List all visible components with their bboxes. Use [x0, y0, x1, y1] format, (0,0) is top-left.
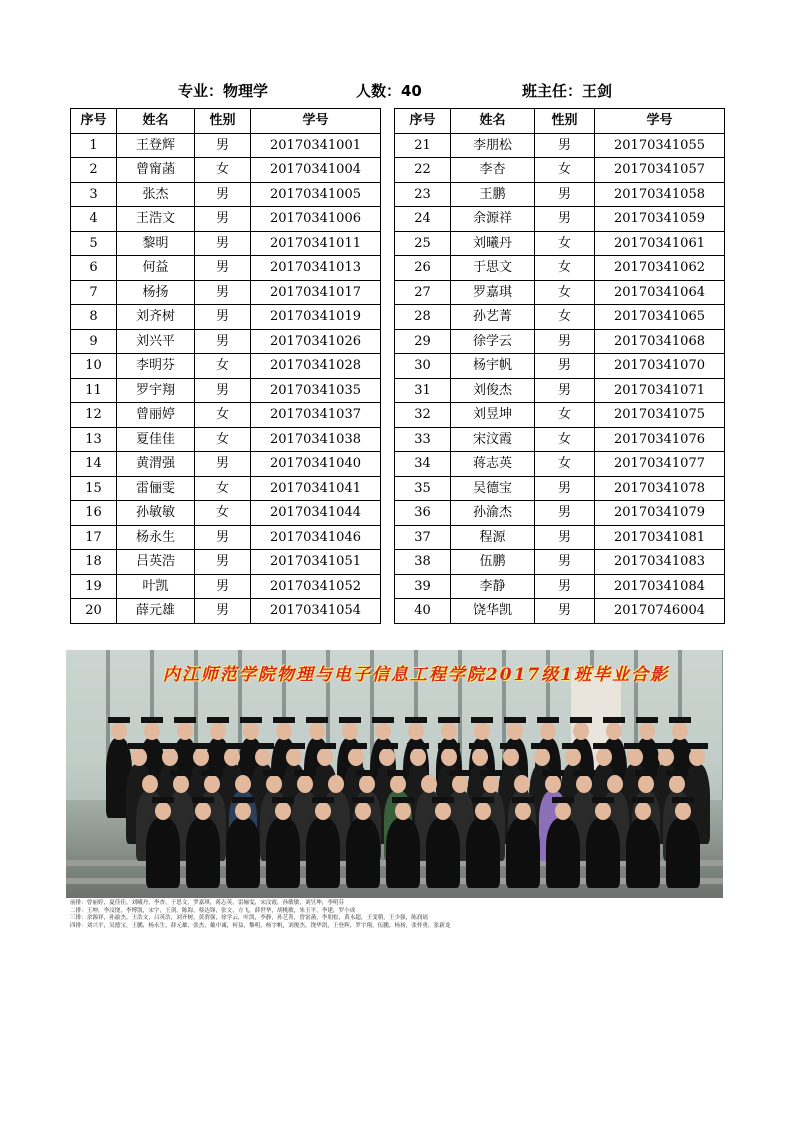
cell-student-id: 20170341017	[251, 280, 381, 305]
graduate-figure	[506, 802, 540, 872]
cell-student-id: 20170341040	[251, 452, 381, 477]
graduate-figure	[426, 802, 460, 872]
column-header-student-id: 学号	[251, 109, 381, 134]
cell-student-id: 20170341037	[251, 403, 381, 428]
column-header-gender: 性别	[535, 109, 595, 134]
table-row	[395, 133, 725, 158]
cell-name: 程源	[451, 525, 535, 550]
cell-number: 28	[395, 305, 451, 330]
cell-name: 罗嘉琪	[451, 280, 535, 305]
cell-number: 20	[71, 599, 117, 624]
cell-gender: 男	[535, 476, 595, 501]
cell-student-id: 20170341001	[251, 133, 381, 158]
graduate-figure	[226, 802, 260, 872]
cell-student-id: 20170341051	[251, 550, 381, 575]
cell-name: 宋汶霞	[451, 427, 535, 452]
cell-gender: 男	[535, 525, 595, 550]
cell-student-id: 20170341075	[595, 403, 725, 428]
cell-name: 罗宇翔	[117, 378, 195, 403]
cell-name: 王浩文	[117, 207, 195, 232]
cell-student-id: 20170341005	[251, 182, 381, 207]
cell-gender: 男	[535, 329, 595, 354]
table-row	[71, 133, 381, 158]
cell-student-id: 20170341068	[595, 329, 725, 354]
cell-name: 刘昱坤	[451, 403, 535, 428]
cell-gender: 男	[195, 231, 251, 256]
cell-name: 孙艺菁	[451, 305, 535, 330]
cell-gender: 男	[195, 378, 251, 403]
cell-name: 张杰	[117, 182, 195, 207]
column-header-number: 序号	[71, 109, 117, 134]
cell-student-id: 20170341052	[251, 574, 381, 599]
cell-number: 10	[71, 354, 117, 379]
column-header-name: 姓名	[117, 109, 195, 134]
table-row	[71, 280, 381, 305]
cell-name: 李静	[451, 574, 535, 599]
cell-gender: 男	[535, 378, 595, 403]
cell-student-id: 20170341070	[595, 354, 725, 379]
cell-number: 14	[71, 452, 117, 477]
cell-name: 刘曦丹	[451, 231, 535, 256]
cell-name: 刘齐树	[117, 305, 195, 330]
table-row	[395, 182, 725, 207]
cell-student-id: 20170341071	[595, 378, 725, 403]
cell-number: 39	[395, 574, 451, 599]
cell-name: 吴德宝	[451, 476, 535, 501]
cell-gender: 男	[535, 574, 595, 599]
column-header-student-id: 学号	[595, 109, 725, 134]
cell-student-id: 20170341064	[595, 280, 725, 305]
table-row	[71, 354, 381, 379]
cell-student-id: 20170341038	[251, 427, 381, 452]
cell-name: 薛元雄	[117, 599, 195, 624]
cell-number: 5	[71, 231, 117, 256]
table-row	[71, 476, 381, 501]
cell-number: 29	[395, 329, 451, 354]
cell-gender: 男	[195, 574, 251, 599]
cell-number: 18	[71, 550, 117, 575]
cell-gender: 男	[535, 133, 595, 158]
cell-number: 26	[395, 256, 451, 281]
cell-student-id: 20170341044	[251, 501, 381, 526]
cell-number: 25	[395, 231, 451, 256]
cell-number: 33	[395, 427, 451, 452]
cell-gender: 男	[195, 305, 251, 330]
photo-caption: 内江师范学院物理与电子信息工程学院2017级1班毕业合影	[162, 665, 670, 685]
cell-gender: 男	[195, 452, 251, 477]
table-row	[395, 280, 725, 305]
roster-header	[70, 80, 724, 102]
cell-number: 31	[395, 378, 451, 403]
cell-name: 黎明	[117, 231, 195, 256]
name-row-front: 前排：曾丽婷，夏佳佳，刘曦丹，李杏，于思文，罗嘉琪，蒋志英，雷俪雯，宋汶霞，孙敏敏，刘昱坤，李明芬	[70, 900, 345, 906]
cell-number: 32	[395, 403, 451, 428]
cell-name: 杨永生	[117, 525, 195, 550]
table-row	[395, 574, 725, 599]
cell-number: 15	[71, 476, 117, 501]
name-row-second: 二排：王坤，李汶饶，李博凯，宋宇，王剑，陈海，蔡达锋，张文，方飞，薛世华，胡桃敏，朱玉平，李建，罗小成	[70, 907, 356, 914]
cell-name: 李杏	[451, 158, 535, 183]
name-row-third: 三排：余源祥，孙渝杰，王浩文，吕英浩，刘齐树，黄渭强，徐学云，叶凯，李静，孙艺菁，曾甯菡，李朋松，黄永超，王变朝，王少强，陈润瑶	[70, 915, 429, 922]
roster-table-left	[70, 108, 381, 624]
table-row	[71, 158, 381, 183]
cell-gender: 女	[535, 403, 595, 428]
cell-student-id: 20170341077	[595, 452, 725, 477]
table-row	[395, 207, 725, 232]
cell-gender: 男	[535, 354, 595, 379]
head-teacher-label: 班主任：王剑	[522, 82, 613, 100]
table-row	[71, 550, 381, 575]
cell-gender: 女	[195, 403, 251, 428]
cell-number: 16	[71, 501, 117, 526]
cell-student-id: 20170746004	[595, 599, 725, 624]
table-header-row	[71, 109, 381, 134]
table-row	[71, 256, 381, 281]
cell-number: 27	[395, 280, 451, 305]
graduate-figure	[266, 802, 300, 872]
cell-number: 19	[71, 574, 117, 599]
cell-name: 曾甯菡	[117, 158, 195, 183]
graduate-figure	[386, 802, 420, 872]
cell-gender: 女	[535, 280, 595, 305]
table-row	[71, 525, 381, 550]
student-count-label: 人数：40	[356, 82, 422, 100]
cell-student-id: 20170341076	[595, 427, 725, 452]
cell-gender: 女	[535, 305, 595, 330]
cell-name: 王登辉	[117, 133, 195, 158]
graduate-figure	[186, 802, 220, 872]
table-row	[395, 403, 725, 428]
cell-gender: 男	[535, 501, 595, 526]
cell-number: 37	[395, 525, 451, 550]
cell-gender: 女	[195, 427, 251, 452]
cell-name: 黄渭强	[117, 452, 195, 477]
graduate-figure	[146, 802, 180, 872]
cell-gender: 男	[195, 280, 251, 305]
cell-gender: 男	[535, 207, 595, 232]
graduate-figure	[586, 802, 620, 872]
cell-number: 4	[71, 207, 117, 232]
cell-name: 杨宇帆	[451, 354, 535, 379]
table-row	[71, 329, 381, 354]
cell-gender: 女	[535, 158, 595, 183]
table-row	[71, 403, 381, 428]
cell-student-id: 20170341062	[595, 256, 725, 281]
cell-name: 何益	[117, 256, 195, 281]
table-row	[395, 329, 725, 354]
cell-number: 35	[395, 476, 451, 501]
table-row	[395, 378, 725, 403]
cell-gender: 男	[535, 599, 595, 624]
cell-student-id: 20170341081	[595, 525, 725, 550]
cell-name: 杨扬	[117, 280, 195, 305]
cell-name: 李明芬	[117, 354, 195, 379]
cell-number: 1	[71, 133, 117, 158]
column-header-number: 序号	[395, 109, 451, 134]
roster-table-right	[394, 108, 725, 624]
cell-gender: 男	[195, 256, 251, 281]
cell-student-id: 20170341006	[251, 207, 381, 232]
cell-student-id: 20170341054	[251, 599, 381, 624]
cell-name: 雷俪雯	[117, 476, 195, 501]
cell-student-id: 20170341026	[251, 329, 381, 354]
table-row	[71, 599, 381, 624]
cell-name: 李朋松	[451, 133, 535, 158]
cell-name: 叶凯	[117, 574, 195, 599]
cell-gender: 男	[195, 182, 251, 207]
table-row	[395, 501, 725, 526]
table-row	[71, 452, 381, 477]
table-row	[71, 182, 381, 207]
column-header-gender: 性别	[195, 109, 251, 134]
graduate-figure	[626, 802, 660, 872]
table-row	[395, 452, 725, 477]
cell-name: 孙敏敏	[117, 501, 195, 526]
cell-student-id: 20170341065	[595, 305, 725, 330]
cell-gender: 男	[535, 550, 595, 575]
cell-number: 17	[71, 525, 117, 550]
table-header-row	[395, 109, 725, 134]
cell-gender: 女	[535, 256, 595, 281]
cell-student-id: 20170341028	[251, 354, 381, 379]
cell-number: 13	[71, 427, 117, 452]
cell-number: 30	[395, 354, 451, 379]
cell-gender: 男	[195, 525, 251, 550]
table-row	[395, 354, 725, 379]
name-row-fourth: 四排：刘兴平，吴德宝，王鹏，杨永生，薛元雄，张杰，戴中诚，何益，黎明，杨宇帆，刘俊杰，饶华凯，王登辉，罗宇翔，伍鹏，杨扬，张怀勇，张新龙	[70, 923, 451, 930]
cell-number: 2	[71, 158, 117, 183]
cell-number: 6	[71, 256, 117, 281]
table-row	[71, 305, 381, 330]
cell-student-id: 20170341078	[595, 476, 725, 501]
table-row	[71, 378, 381, 403]
cell-number: 40	[395, 599, 451, 624]
cell-name: 蒋志英	[451, 452, 535, 477]
graduate-figure	[666, 802, 700, 872]
cell-number: 7	[71, 280, 117, 305]
photo-name-list	[70, 900, 730, 931]
table-row	[71, 501, 381, 526]
cell-student-id: 20170341011	[251, 231, 381, 256]
cell-gender: 男	[535, 182, 595, 207]
table-row	[395, 305, 725, 330]
cell-name: 曾丽婷	[117, 403, 195, 428]
table-row	[71, 207, 381, 232]
cell-number: 23	[395, 182, 451, 207]
cell-number: 38	[395, 550, 451, 575]
student-roster	[70, 108, 724, 622]
cell-number: 21	[395, 133, 451, 158]
cell-gender: 男	[195, 329, 251, 354]
cell-name: 余源祥	[451, 207, 535, 232]
cell-number: 36	[395, 501, 451, 526]
cell-student-id: 20170341059	[595, 207, 725, 232]
cell-gender: 女	[535, 427, 595, 452]
cell-gender: 女	[535, 231, 595, 256]
cell-student-id: 20170341055	[595, 133, 725, 158]
cell-name: 孙渝杰	[451, 501, 535, 526]
cell-name: 伍鹏	[451, 550, 535, 575]
cell-name: 饶华凯	[451, 599, 535, 624]
major-label: 专业：物理学	[178, 82, 269, 100]
cell-gender: 男	[195, 550, 251, 575]
table-row	[395, 256, 725, 281]
table-row	[71, 574, 381, 599]
cell-student-id: 20170341058	[595, 182, 725, 207]
cell-number: 9	[71, 329, 117, 354]
table-row	[71, 231, 381, 256]
column-header-name: 姓名	[451, 109, 535, 134]
cell-name: 徐学云	[451, 329, 535, 354]
cell-student-id: 20170341057	[595, 158, 725, 183]
cell-gender: 女	[195, 476, 251, 501]
graduate-figure	[546, 802, 580, 872]
cell-student-id: 20170341019	[251, 305, 381, 330]
table-row	[395, 158, 725, 183]
cell-student-id: 20170341004	[251, 158, 381, 183]
cell-number: 11	[71, 378, 117, 403]
cell-gender: 男	[195, 599, 251, 624]
table-row	[395, 550, 725, 575]
table-row	[395, 427, 725, 452]
cell-number: 12	[71, 403, 117, 428]
table-row	[395, 525, 725, 550]
cell-number: 34	[395, 452, 451, 477]
table-row	[71, 427, 381, 452]
cell-gender: 女	[195, 354, 251, 379]
cell-gender: 女	[195, 158, 251, 183]
cell-student-id: 20170341046	[251, 525, 381, 550]
cell-student-id: 20170341083	[595, 550, 725, 575]
cell-gender: 女	[535, 452, 595, 477]
graduate-figure	[466, 802, 500, 872]
cell-student-id: 20170341084	[595, 574, 725, 599]
cell-gender: 女	[195, 501, 251, 526]
cell-gender: 男	[195, 207, 251, 232]
table-row	[395, 599, 725, 624]
cell-student-id: 20170341061	[595, 231, 725, 256]
cell-name: 刘兴平	[117, 329, 195, 354]
cell-student-id: 20170341041	[251, 476, 381, 501]
cell-name: 刘俊杰	[451, 378, 535, 403]
cell-number: 22	[395, 158, 451, 183]
graduation-group-photo	[66, 650, 723, 898]
cell-name: 于思文	[451, 256, 535, 281]
cell-number: 24	[395, 207, 451, 232]
cell-student-id: 20170341079	[595, 501, 725, 526]
graduate-figure	[346, 802, 380, 872]
cell-student-id: 20170341035	[251, 378, 381, 403]
table-row	[395, 231, 725, 256]
cell-gender: 男	[195, 133, 251, 158]
cell-student-id: 20170341013	[251, 256, 381, 281]
cell-name: 王鹏	[451, 182, 535, 207]
cell-number: 3	[71, 182, 117, 207]
cell-name: 吕英浩	[117, 550, 195, 575]
table-row	[395, 476, 725, 501]
cell-number: 8	[71, 305, 117, 330]
cell-name: 夏佳佳	[117, 427, 195, 452]
graduate-figure	[306, 802, 340, 872]
